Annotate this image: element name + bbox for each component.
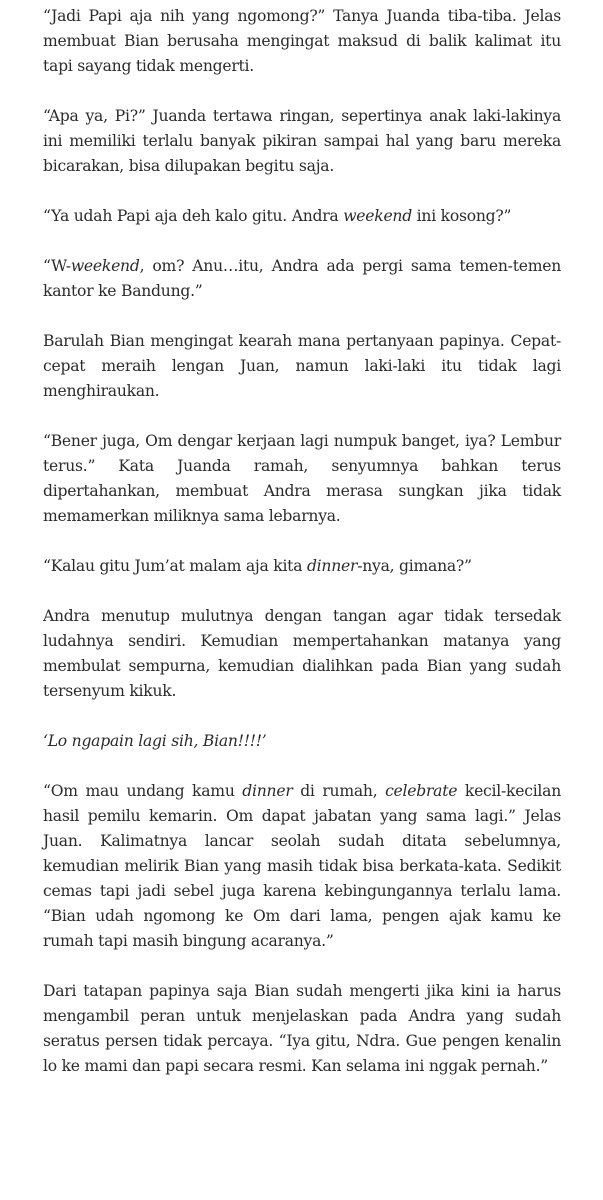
paragraph [43,4,561,79]
paragraph [43,554,561,579]
paragraph-text: “Apa ya, Pi?” Juanda tertawa ringan, sepertinya anak laki-lakinya ini memiliki terlalu banyak pikiran sampai hal yang baru mereka bicarakan, bisa dilupakan begitu saja. [43,107,561,175]
paragraph [43,329,561,404]
story-text [43,4,561,1104]
paragraph-text: di rumah, [292,782,386,800]
italic-word: dinner [242,782,293,800]
paragraph [43,779,561,954]
paragraph-text: ini kosong?” [411,207,512,225]
italic-word: weekend [343,207,412,225]
paragraph-text: , om? Anu…itu, Andra ada pergi sama temen-temen kantor ke Bandung.” [43,257,561,300]
italic-word: celebrate [385,782,458,800]
paragraph-text: “Om mau undang kamu [43,782,243,800]
paragraph-text: Barulah Bian mengingat kearah mana pertanyaan papinya. Cepat-cepat meraih lengan Juan, namun laki-laki itu tidak lagi menghiraukan. [43,332,561,400]
italic-word: weekend [70,257,140,275]
paragraph [43,429,561,529]
inner-thought-text: ‘Lo ngapain lagi sih, Bian!!!!’ [43,732,267,750]
italic-word: dinner [306,557,358,575]
paragraph-text: “Jadi Papi aja nih yang ngomong?” Tanya Juanda tiba-tiba. Jelas membuat Bian berusaha mengingat maksud di balik kalimat itu tapi sayang tidak mengerti. [43,7,561,75]
paragraph-text: Dari tatapan papinya saja Bian sudah mengerti jika kini ia harus mengambil peran untuk menjelaskan pada Andra yang sudah seratus persen tidak percaya. “Iya gitu, Ndra. Gue pengen kenalin lo ke mami dan papi secara resmi. Kan selama ini nggak pernah.” [43,982,561,1075]
paragraph [43,204,561,229]
inner-thought-paragraph [43,729,561,754]
paragraph [43,979,561,1079]
paragraph-text: “Kalau gitu Jum’at malam aja kita [43,557,307,575]
paragraph-text: Andra menutup mulutnya dengan tangan agar tidak tersedak ludahnya sendiri. Kemudian mempertahankan matanya yang membulat sempurna, kemudian dialihkan pada Bian yang sudah tersenyum kikuk. [43,607,561,700]
paragraph-text: “Bener juga, Om dengar kerjaan lagi numpuk banget, iya? Lembur terus.” Kata Juanda ramah, senyumnya bahkan terus dipertahankan, membuat Andra merasa sungkan jika tidak memamerkan miliknya sama lebarnya. [43,432,561,525]
paragraph-text: kecil-kecilan hasil pemilu kemarin. Om dapat jabatan yang sama lagi.” Jelas Juan. Kalimatnya lancar seolah sudah ditata sebelumnya, kemudian melirik Bian yang masih tidak bisa berkata-kata. Sedikit cemas tapi jadi sebel juga karena kebingungannya terlalu lama. “Bian udah ngomong ke Om dari lama, pengen ajak kamu ke rumah tapi masih bingung acaranya.” [43,782,562,950]
paragraph-text: “Ya udah Papi aja deh kalo gitu. Andra [43,207,344,225]
paragraph [43,254,561,304]
paragraph-text: “W- [43,257,71,275]
paragraph [43,604,561,704]
paragraph-text: -nya, gimana?” [357,557,472,575]
paragraph [43,104,561,179]
